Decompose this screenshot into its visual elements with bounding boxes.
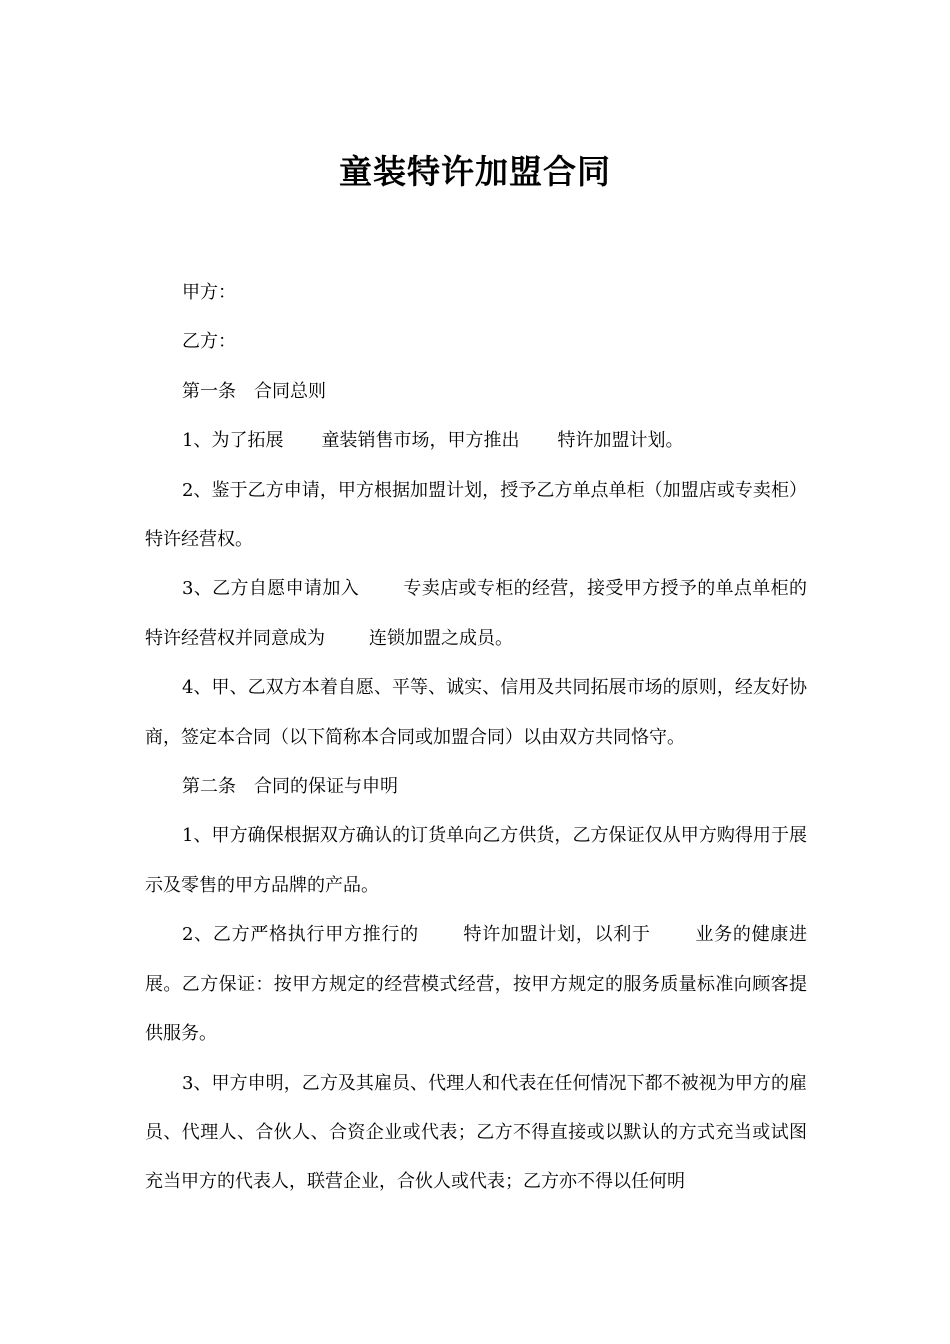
clause-text: 业务的健康进展。乙方保证：按甲方规定的经营模式经营，按甲方规定的服务质量标准向顾客提供服务。 — [145, 924, 808, 1045]
clause-text: 专卖店或专柜的经营，接受甲方授予的单点单柜的特许经营权并同意成为 — [145, 578, 807, 649]
article-2-clause-3: 3、甲方申明，乙方及其雇员、代理人和代表在任何情况下都不被视为甲方的雇员、代理人、合伙人、合资企业或代表；乙方不得直接或以默认的方式充当或试图充当甲方的代表人，联营企业，合伙人或代表；乙方亦不得以任何明 — [145, 1072, 807, 1193]
article-2-clause-1: 1、甲方确保根据双方确认的订货单向乙方供货，乙方保证仅从甲方购得用于展示及零售的甲方品牌的产品。 — [145, 825, 807, 896]
article-1-clause-2: 2、鉴于乙方申请，甲方根据加盟计划，授予乙方单点单柜（加盟店或专卖柜）特许经营权。 — [145, 479, 807, 551]
article-1-clause-3 — [145, 564, 807, 663]
party-a-line: 甲方： — [182, 282, 236, 303]
article-2-heading: 第二条 合同的保证与申明 — [182, 776, 398, 798]
clause-text: 1、为了拓展 — [182, 430, 284, 452]
clause-text: 童装销售市场，甲方推出 — [321, 430, 520, 452]
article-1-clause-1 — [145, 416, 807, 465]
document-body — [145, 268, 807, 1207]
clause-text: 特许加盟计划，以利于 — [462, 924, 651, 946]
document-title: 童装特许加盟合同 — [339, 152, 611, 191]
clause-text: 特许加盟计划。 — [557, 430, 684, 452]
clause-text: 连锁加盟之成员。 — [369, 627, 513, 649]
article-1-heading: 第一条 合同总则 — [182, 380, 326, 402]
clause-text: 2、乙方严格执行甲方推行的 — [182, 924, 419, 946]
clause-text: 3、乙方自愿申请加入 — [182, 578, 360, 600]
article-2-clause-2 — [145, 910, 807, 1058]
party-b-line: 乙方： — [182, 331, 236, 353]
article-1-clause-4: 4、甲、乙双方本着自愿、平等、诚实、信用及共同拓展市场的原则，经友好协商，签定本合同（以下简称本合同或加盟合同）以由双方共同恪守。 — [145, 677, 807, 748]
